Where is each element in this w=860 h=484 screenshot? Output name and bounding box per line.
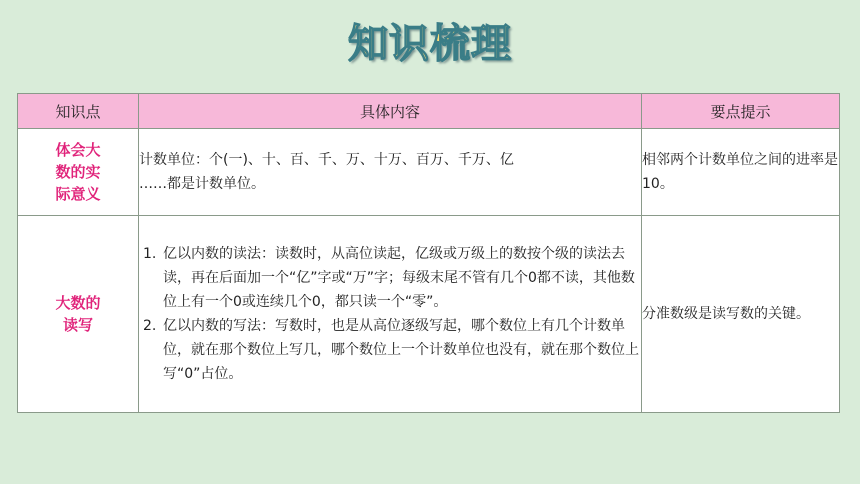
page-title: 知识梳理 (348, 21, 512, 67)
content-cell (139, 216, 642, 413)
topic-line: 际意义 (55, 185, 101, 203)
table-row (18, 129, 840, 216)
topic-cell (18, 216, 139, 413)
header-content: 具体内容 (139, 94, 642, 129)
item-text: 亿以内数的读法：读数时，从高位读起，亿级或万级上的数按个级的读法去读，再在后面加一个“亿”字或“万”字；每级末尾不管有几个0都不读，其他数位上有一个0或连续几个0，都只读一个“零”。 (163, 246, 635, 310)
topic-line: 大数的 (55, 294, 101, 312)
header-topic: 知识点 (18, 94, 139, 129)
header-tips: 要点提示 (642, 94, 840, 129)
list-item (139, 242, 641, 314)
topic-line: 数的实 (55, 163, 101, 181)
content-cell (139, 129, 642, 216)
item-number: 2. (143, 318, 157, 334)
item-text: 亿以内数的写法：写数时，也是从高位逐级写起，哪个数位上有几个计数单位，就在那个数位上写几，哪个数位上一个计数单位也没有，就在那个数位上写“0”占位。 (163, 318, 639, 382)
content-line: 计数单位：个(一)、十、百、千、万、十万、百万、千万、亿 (139, 152, 514, 168)
topic-line: 读写 (62, 316, 93, 334)
topic-line: 体会大 (55, 141, 101, 159)
list-item (139, 314, 641, 386)
topic-cell (18, 129, 139, 216)
content-line: ……都是计数单位。 (139, 176, 265, 192)
tip-cell: 分准数级是读写数的关键。 (642, 216, 840, 413)
knowledge-table (17, 93, 840, 413)
table-header-row (18, 94, 840, 129)
tip-cell: 相邻两个计数单位之间的进率是10。 (642, 129, 840, 216)
table-row (18, 216, 840, 413)
item-number: 1. (143, 246, 157, 262)
